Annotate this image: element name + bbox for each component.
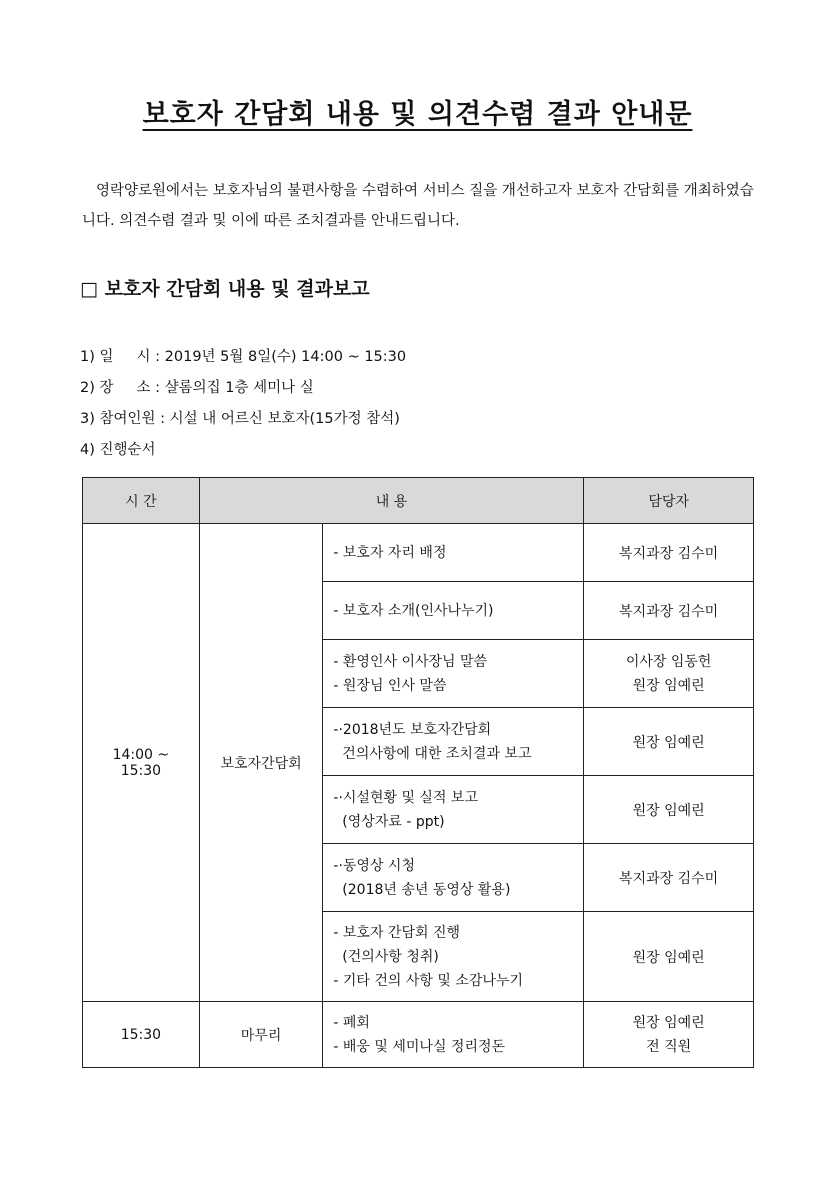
person-cell: 원장 임예린 [584,912,754,1002]
person-cell: 원장 임예린 [584,708,754,776]
content-cell: - 보호자 소개(인사나누기) [323,582,584,640]
person-cell: 원장 임예린 [584,776,754,844]
header-time: 시 간 [83,478,200,524]
info-participants: 3) 참여인원 : 시설 내 어르신 보호자(15가정 참석) [80,411,400,427]
table-row [83,1002,754,1068]
content-cell: -·시설현황 및 실적 보고 (영상자료 - ppt) [323,776,584,844]
info-date: 1) 일 시 : 2019년 5월 8일(수) 14:00 ~ 15:30 [80,349,407,365]
info-order: 4) 진행순서 [80,442,156,458]
time-cell: 15:30 [83,1002,200,1068]
person-cell: 복지과장 김수미 [584,524,754,582]
table-header-row [83,478,754,524]
content-cell: - 폐회 - 배웅 및 세미나실 정리정돈 [323,1002,584,1068]
header-person: 담당자 [584,478,754,524]
table-row [83,524,754,582]
content-cell: - 보호자 자리 배정 [323,524,584,582]
content-cell: -·동영상 시청 (2018년 송년 동영상 활용) [323,844,584,912]
person-cell: 원장 임예린 전 직원 [584,1002,754,1068]
document-title: 보호자 간담회 내용 및 의견수렴 결과 안내문 [142,99,693,130]
person-cell: 복지과장 김수미 [584,582,754,640]
intro-paragraph: 영락양로원에서는 보호자님의 불편사항을 수렴하여 서비스 질을 개선하고자 보호자 간담회를 개최하였습니다. 의견수렴 결과 및 이에 따른 조치결과를 안내드립니다. [82,183,754,229]
info-list [80,342,406,466]
schedule-table [82,477,754,1068]
content-cell: - 환영인사 이사장님 말씀 - 원장님 인사 말씀 [323,640,584,708]
section-heading: □ 보호자 간담회 내용 및 결과보고 [80,278,370,300]
header-content: 내 용 [199,478,583,524]
person-cell: 복지과장 김수미 [584,844,754,912]
category-cell: 보호자간담회 [199,524,323,1002]
person-cell: 이사장 임동헌 원장 임예린 [584,640,754,708]
content-cell: -·2018년도 보호자간담회 건의사항에 대한 조치결과 보고 [323,708,584,776]
content-cell: - 보호자 간담회 진행 (건의사항 청취) - 기타 건의 사항 및 소감나누기 [323,912,584,1002]
info-place: 2) 장 소 : 샬롬의집 1층 세미나 실 [80,380,314,396]
category-cell: 마무리 [199,1002,323,1068]
time-cell: 14:00 ~ 15:30 [83,524,200,1002]
